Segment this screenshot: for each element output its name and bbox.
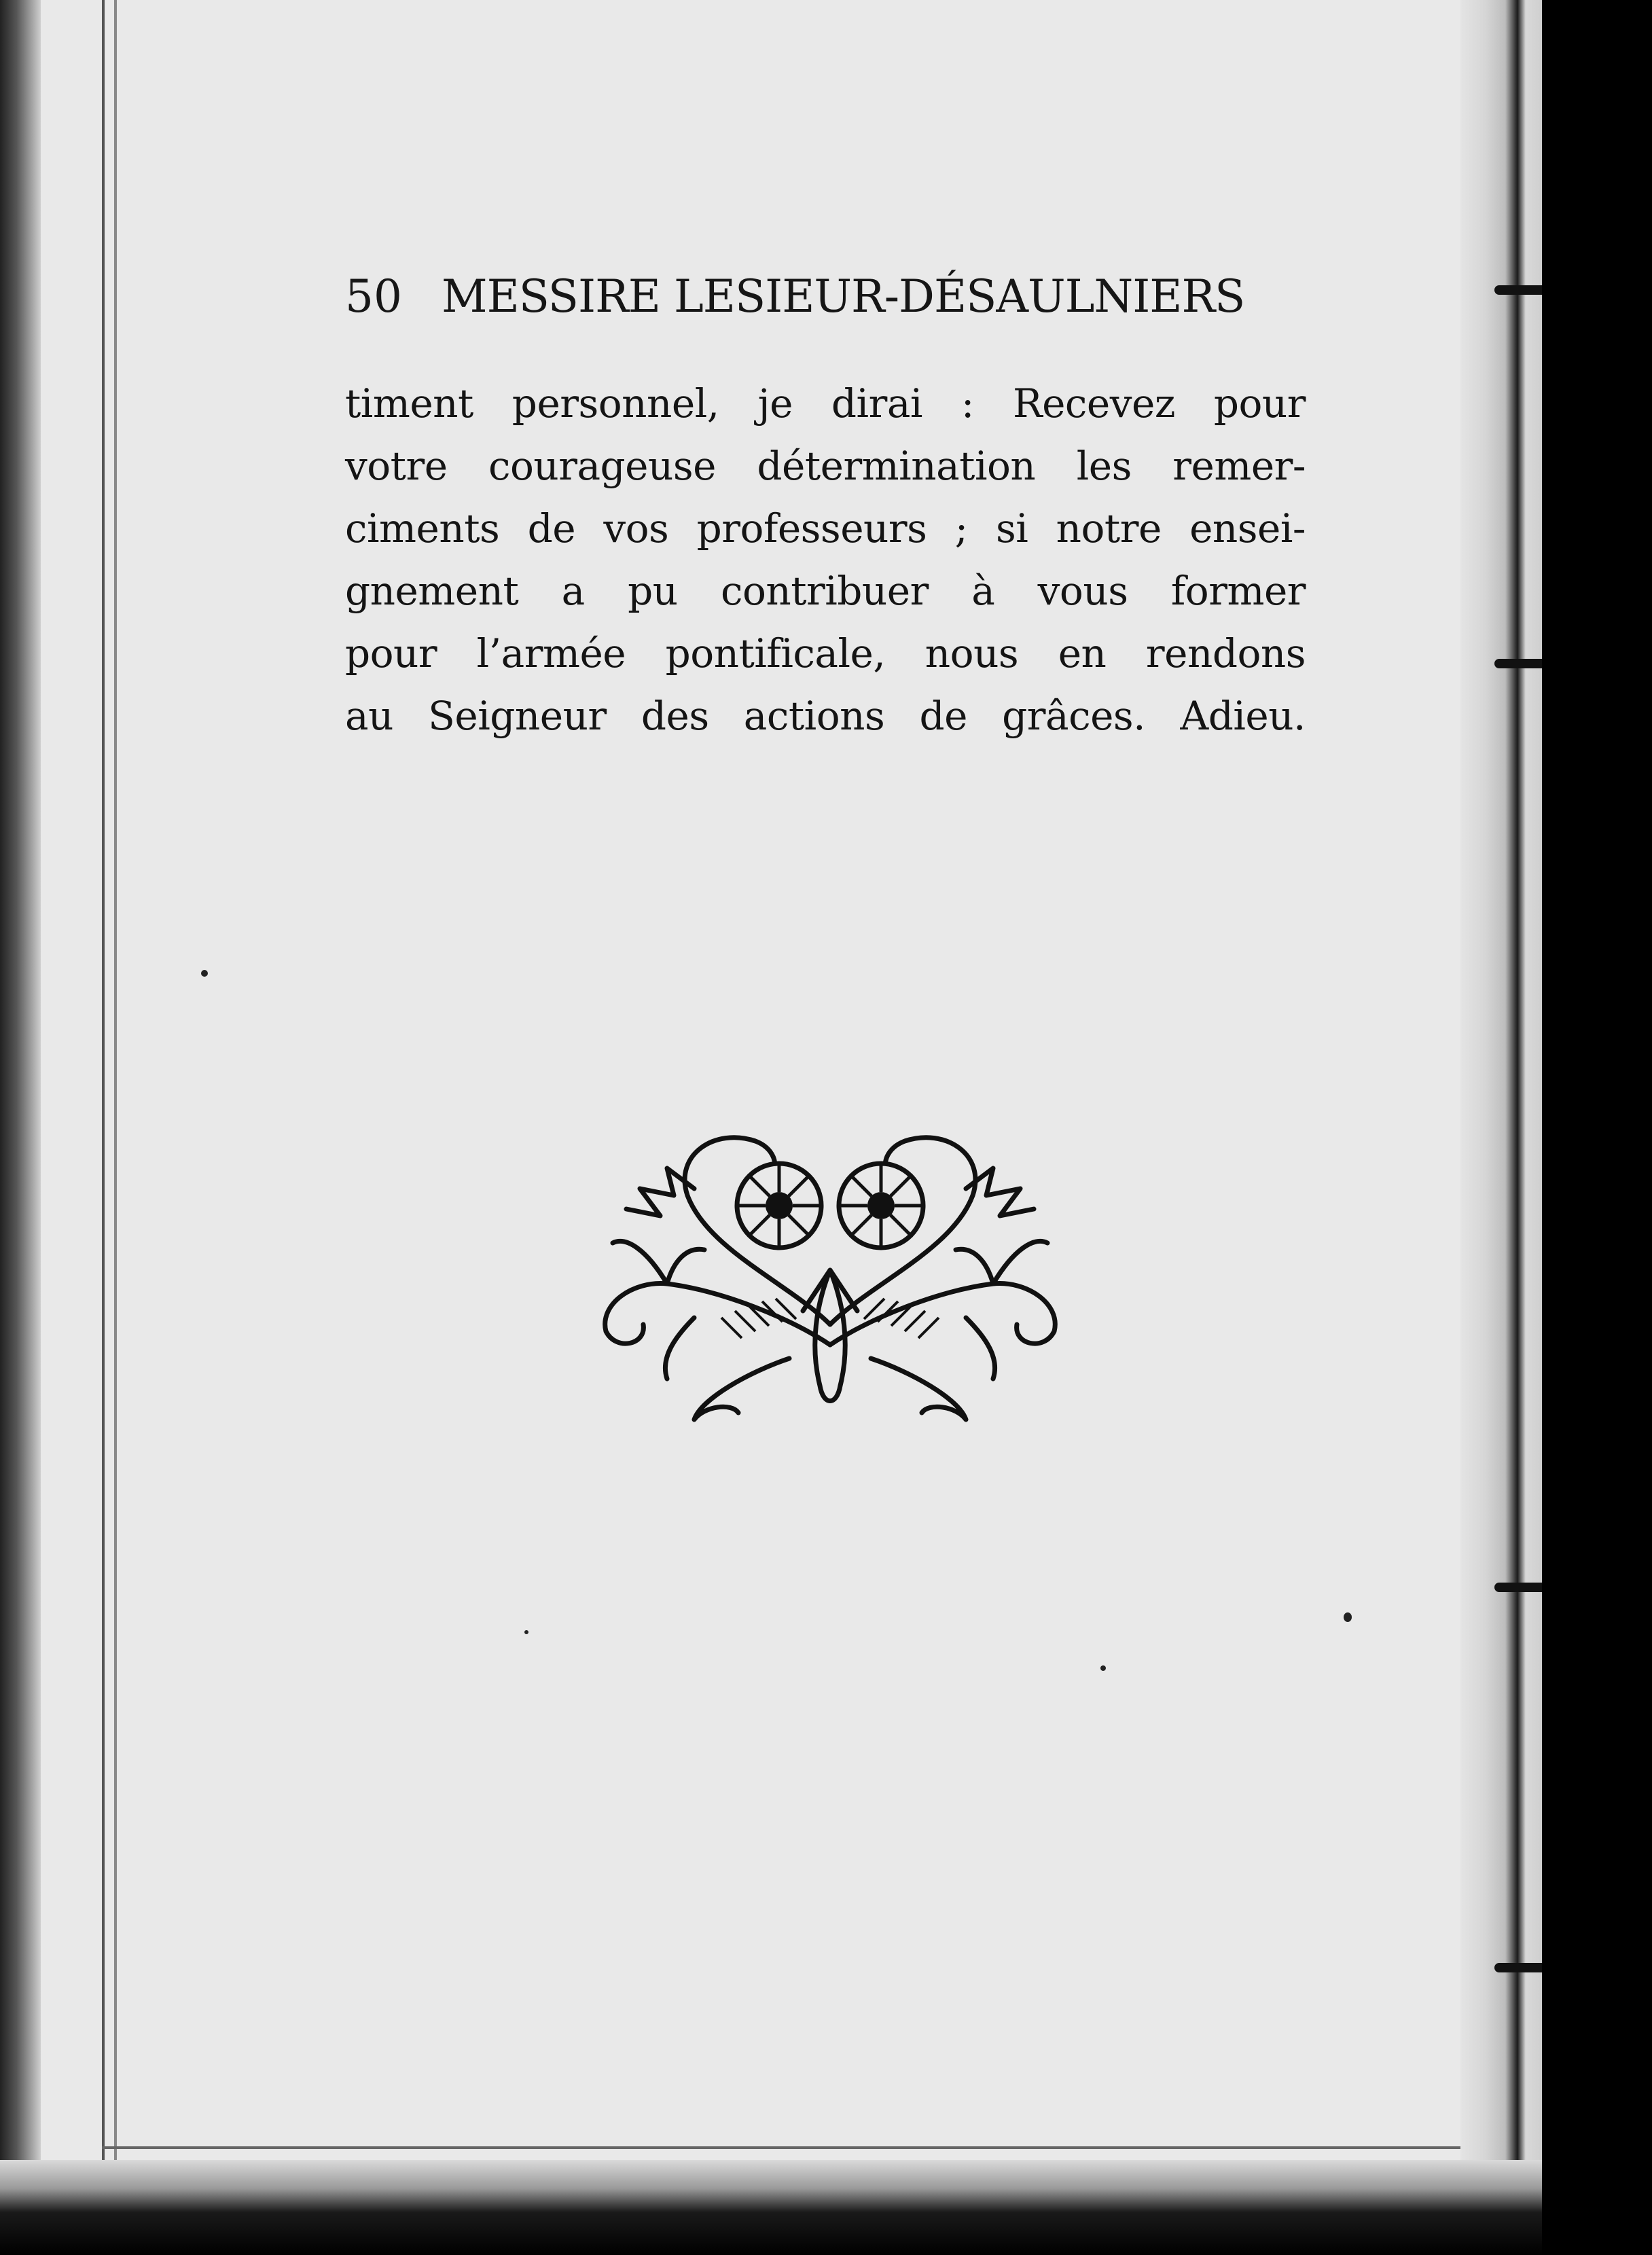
scan-right-edge — [1542, 0, 1652, 2255]
text-line: votre courageuse détermination les remer- — [345, 443, 1306, 489]
running-title: MESSIRE LESIEUR-DÉSAULNIERS — [442, 270, 1245, 323]
ink-speck — [1344, 1612, 1352, 1622]
ink-speck — [1100, 1665, 1106, 1671]
binding-mark — [1494, 1583, 1542, 1592]
ink-speck — [524, 1630, 528, 1634]
text-line: pour l’armée pontificale, nous en rendons — [345, 630, 1306, 676]
binding-strip — [1460, 0, 1542, 2201]
text-line: timent personnel, je dirai : Recevez pour — [345, 380, 1306, 427]
page-border-left-inner — [114, 0, 117, 2201]
page-border-bottom — [102, 2146, 1460, 2149]
running-head — [345, 270, 1282, 325]
text-line: ciments de vos professeurs ; si notre ensei- — [345, 505, 1306, 552]
binding-mark — [1494, 659, 1542, 668]
binding-mark — [1494, 1963, 1542, 1972]
body-paragraph — [345, 372, 1306, 747]
text-line: au Seigneur des actions de grâces. Adieu. — [345, 693, 1306, 739]
floral-tailpiece-icon — [586, 1114, 1075, 1440]
binding-mark — [1494, 285, 1542, 295]
page-number: 50 — [345, 270, 402, 323]
text-line: gnement a pu contribuer à vous former — [345, 568, 1306, 614]
ink-speck — [201, 970, 208, 977]
scan-bottom-edge — [0, 2160, 1542, 2255]
page-border-left — [102, 0, 105, 2201]
scan-left-edge — [0, 0, 41, 2201]
